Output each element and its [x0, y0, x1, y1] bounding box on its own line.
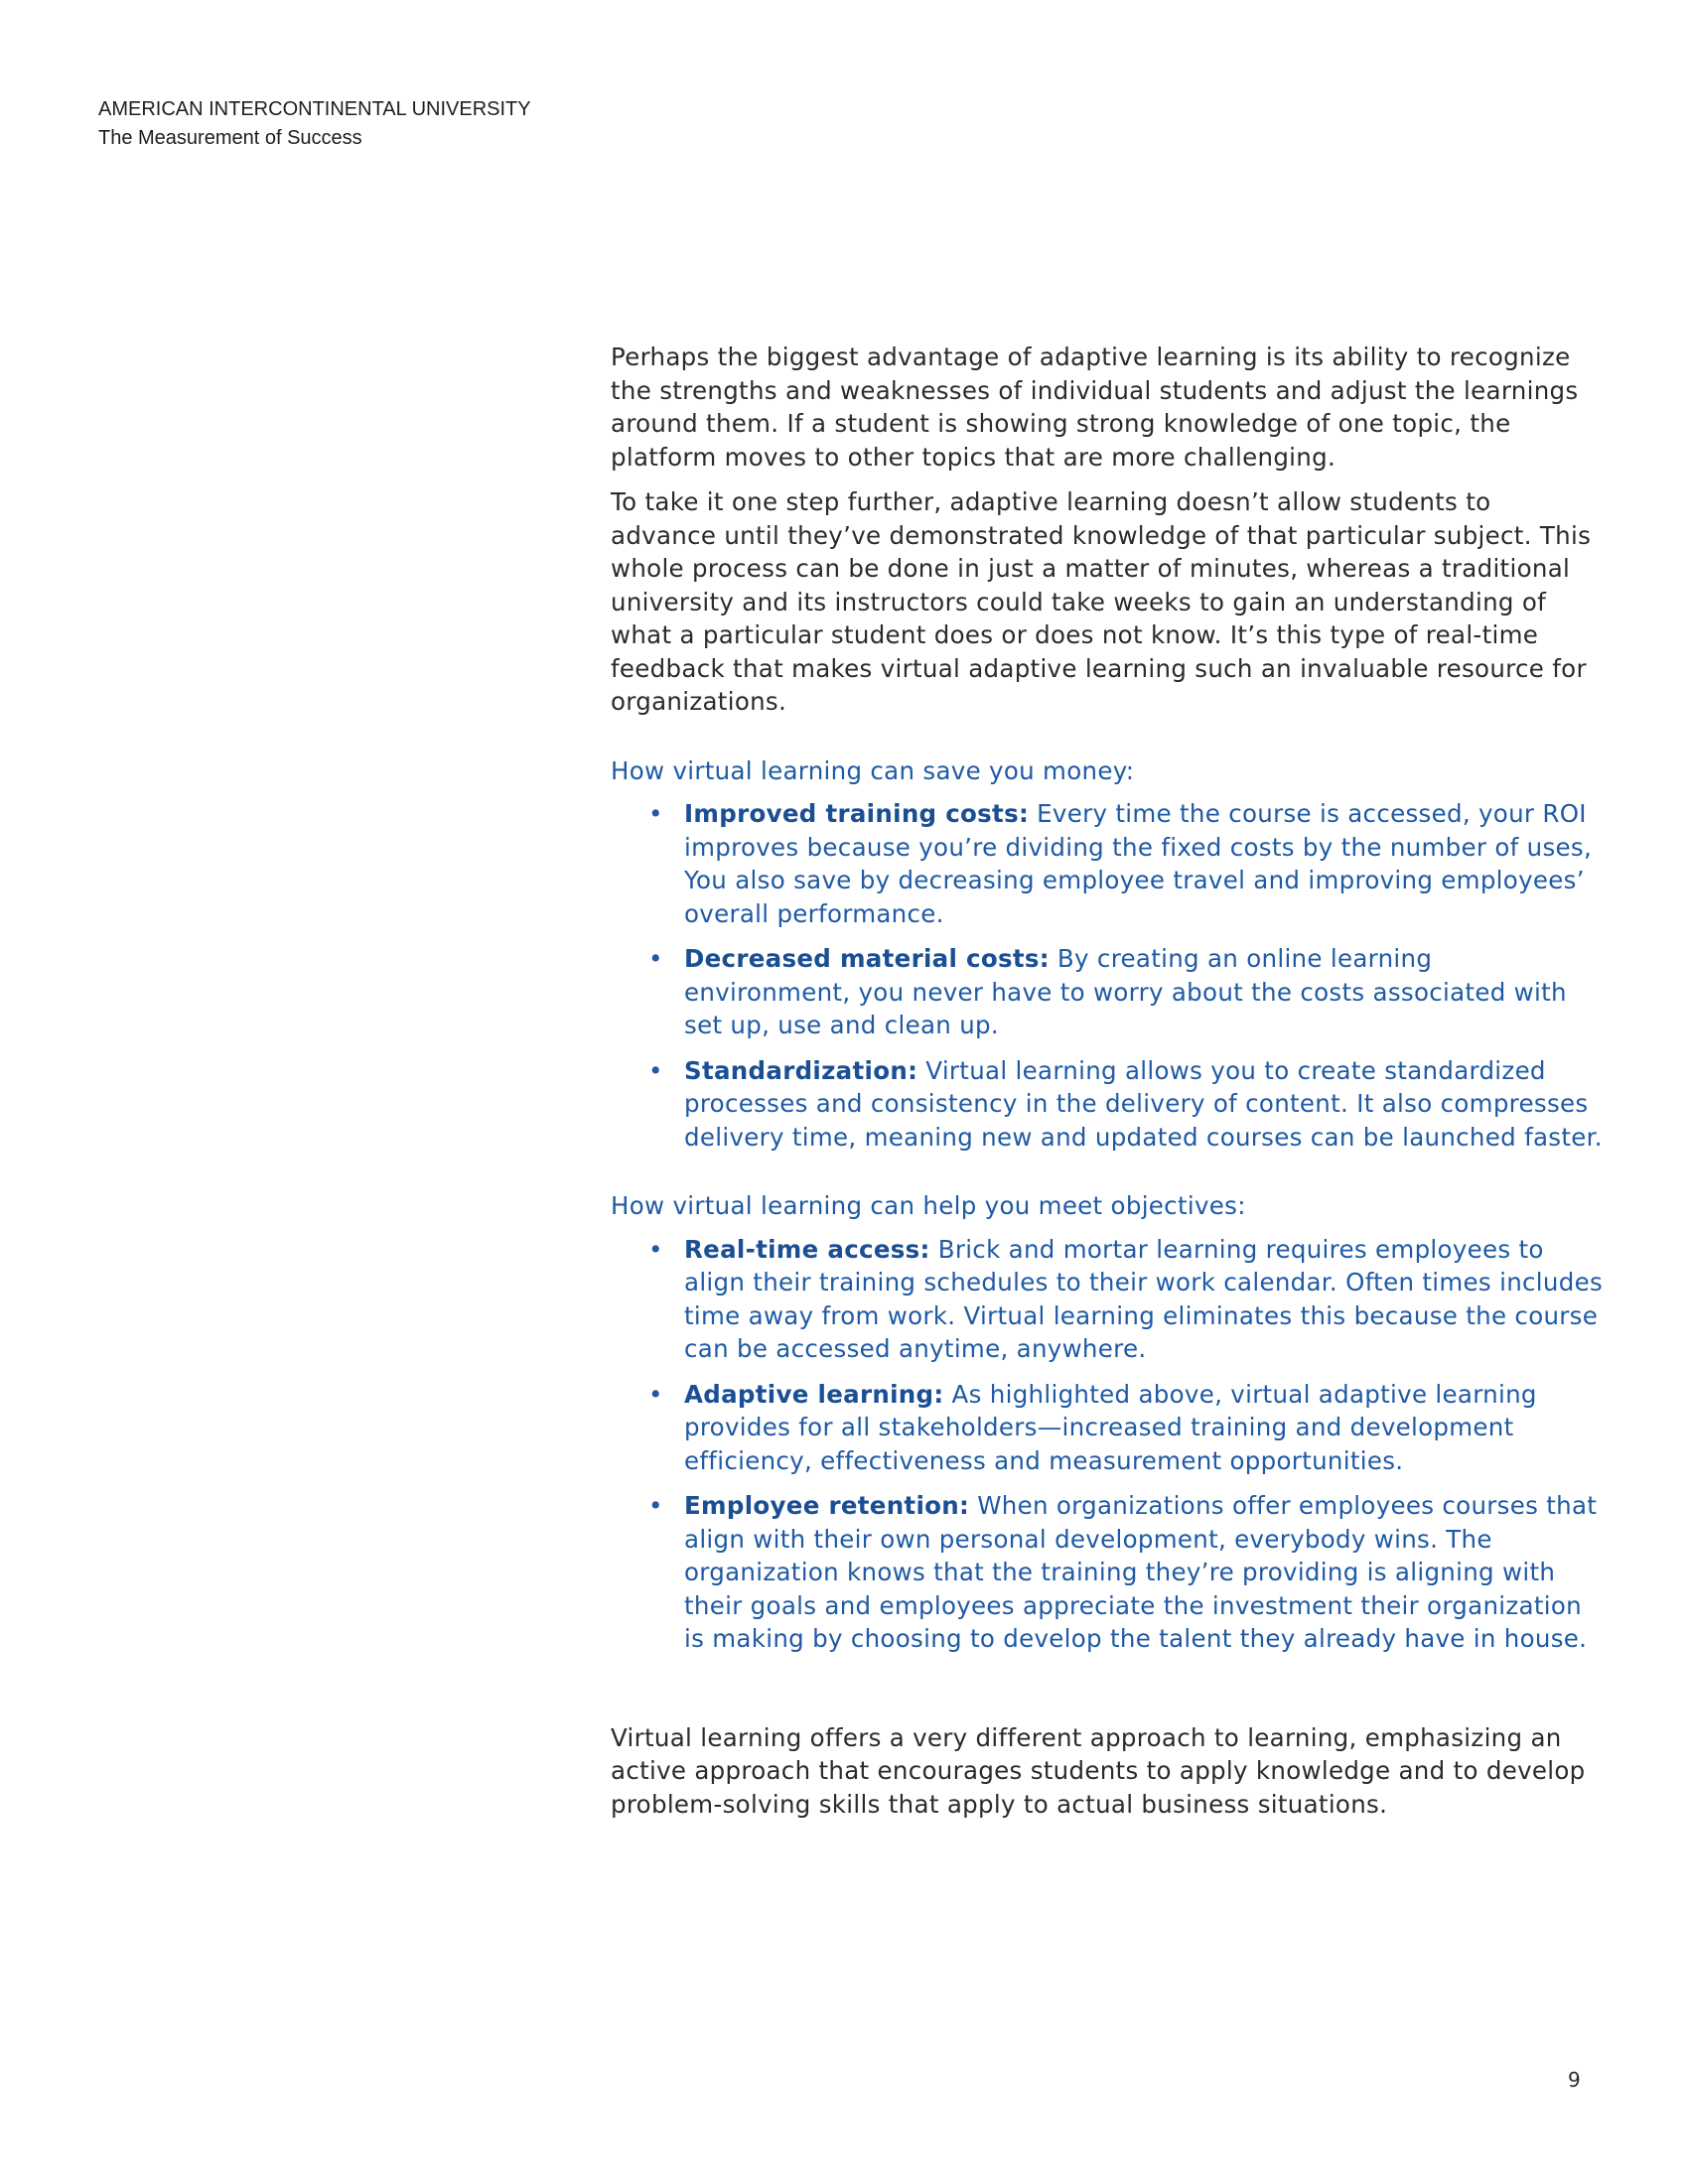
list-item	[611, 1489, 1604, 1656]
list-item-text: By creating an online learning environment, you never have to worry about the costs associated with set up, use and clean up.	[684, 944, 1567, 1039]
bullet-icon: •	[648, 799, 663, 828]
header-org-name: AMERICAN INTERCONTINENTAL UNIVERSITY	[98, 98, 531, 120]
section-heading-save-money: How virtual learning can save you money:	[611, 755, 1135, 785]
list-item	[611, 1054, 1604, 1155]
bullet-icon: •	[648, 944, 663, 973]
save-money-list	[611, 797, 1604, 1154]
list-item	[611, 1378, 1604, 1478]
bullet-icon: •	[648, 1055, 663, 1085]
main-content	[611, 341, 1604, 1821]
list-item	[611, 942, 1604, 1042]
bullet-icon: •	[648, 1234, 663, 1264]
list-item	[611, 1233, 1604, 1366]
list-item-text: Brick and mortar learning requires employees to align their training schedules to their work calendar. Often times includes time away from work. Virtual learning eliminates this because the course can be accessed anytime, anywhere.	[684, 1234, 1604, 1363]
list-item-term: Real-time access:	[684, 1234, 930, 1264]
list-item-text: Every time the course is accessed, your ROI improves because you’re dividing the fixed costs by the number of uses, You also save by decreasing employee travel and improving employees’ overall performance.	[684, 799, 1593, 928]
list-item	[611, 797, 1604, 930]
intro-paragraph: Perhaps the biggest advantage of adaptive learning is its ability to recognize the strengths and weaknesses of individual students and adjust the learnings around them. If a student is showing strong knowledge of one topic, the platform moves to other topics that are more challenging.	[611, 342, 1579, 472]
page-number: 9	[1568, 2068, 1581, 2092]
list-item-term: Adaptive learning:	[684, 1379, 944, 1409]
bullet-icon: •	[648, 1491, 663, 1520]
objectives-list	[611, 1233, 1604, 1656]
header-subtitle: The Measurement of Success	[98, 127, 362, 149]
list-item-text: When organizations offer employees courses that align with their own personal development, everybody wins. The organization knows that the training they’re providing is aligning with their goals and employees appreciate the investment their organization is making by choosing to develop the talent they already have in house.	[684, 1491, 1598, 1653]
list-item-term: Improved training costs:	[684, 799, 1030, 828]
list-item-term: Employee retention:	[684, 1491, 970, 1520]
list-item-term: Decreased material costs:	[684, 944, 1050, 973]
list-item-term: Standardization:	[684, 1055, 918, 1085]
bullet-icon: •	[648, 1379, 663, 1409]
second-paragraph: To take it one step further, adaptive learning doesn’t allow students to advance until they’ve demonstrated knowledge of that particular subject. This whole process can be done in just a matter of minutes, whereas a traditional university and its instructors could take weeks to gain an understanding of what a particular student does or does not know. It’s this type of real-time feedback that makes virtual adaptive learning such an invaluable resource for organizations.	[611, 487, 1592, 716]
page-header	[98, 95, 531, 153]
section-heading-objectives: How virtual learning can help you meet objectives:	[611, 1191, 1246, 1220]
list-item-text: Virtual learning allows you to create standardized processes and consistency in the delivery of content. It also compresses delivery time, meaning new and updated courses can be launched faster.	[684, 1055, 1603, 1152]
list-item-text: As highlighted above, virtual adaptive learning provides for all stakeholders—increased training and development efficiency, effectiveness and measurement opportunities.	[684, 1379, 1537, 1475]
closing-paragraph: Virtual learning offers a very different approach to learning, emphasizing an active approach that encourages students to apply knowledge and to develop problem-solving skills that apply to actual business situations.	[611, 1722, 1586, 1819]
